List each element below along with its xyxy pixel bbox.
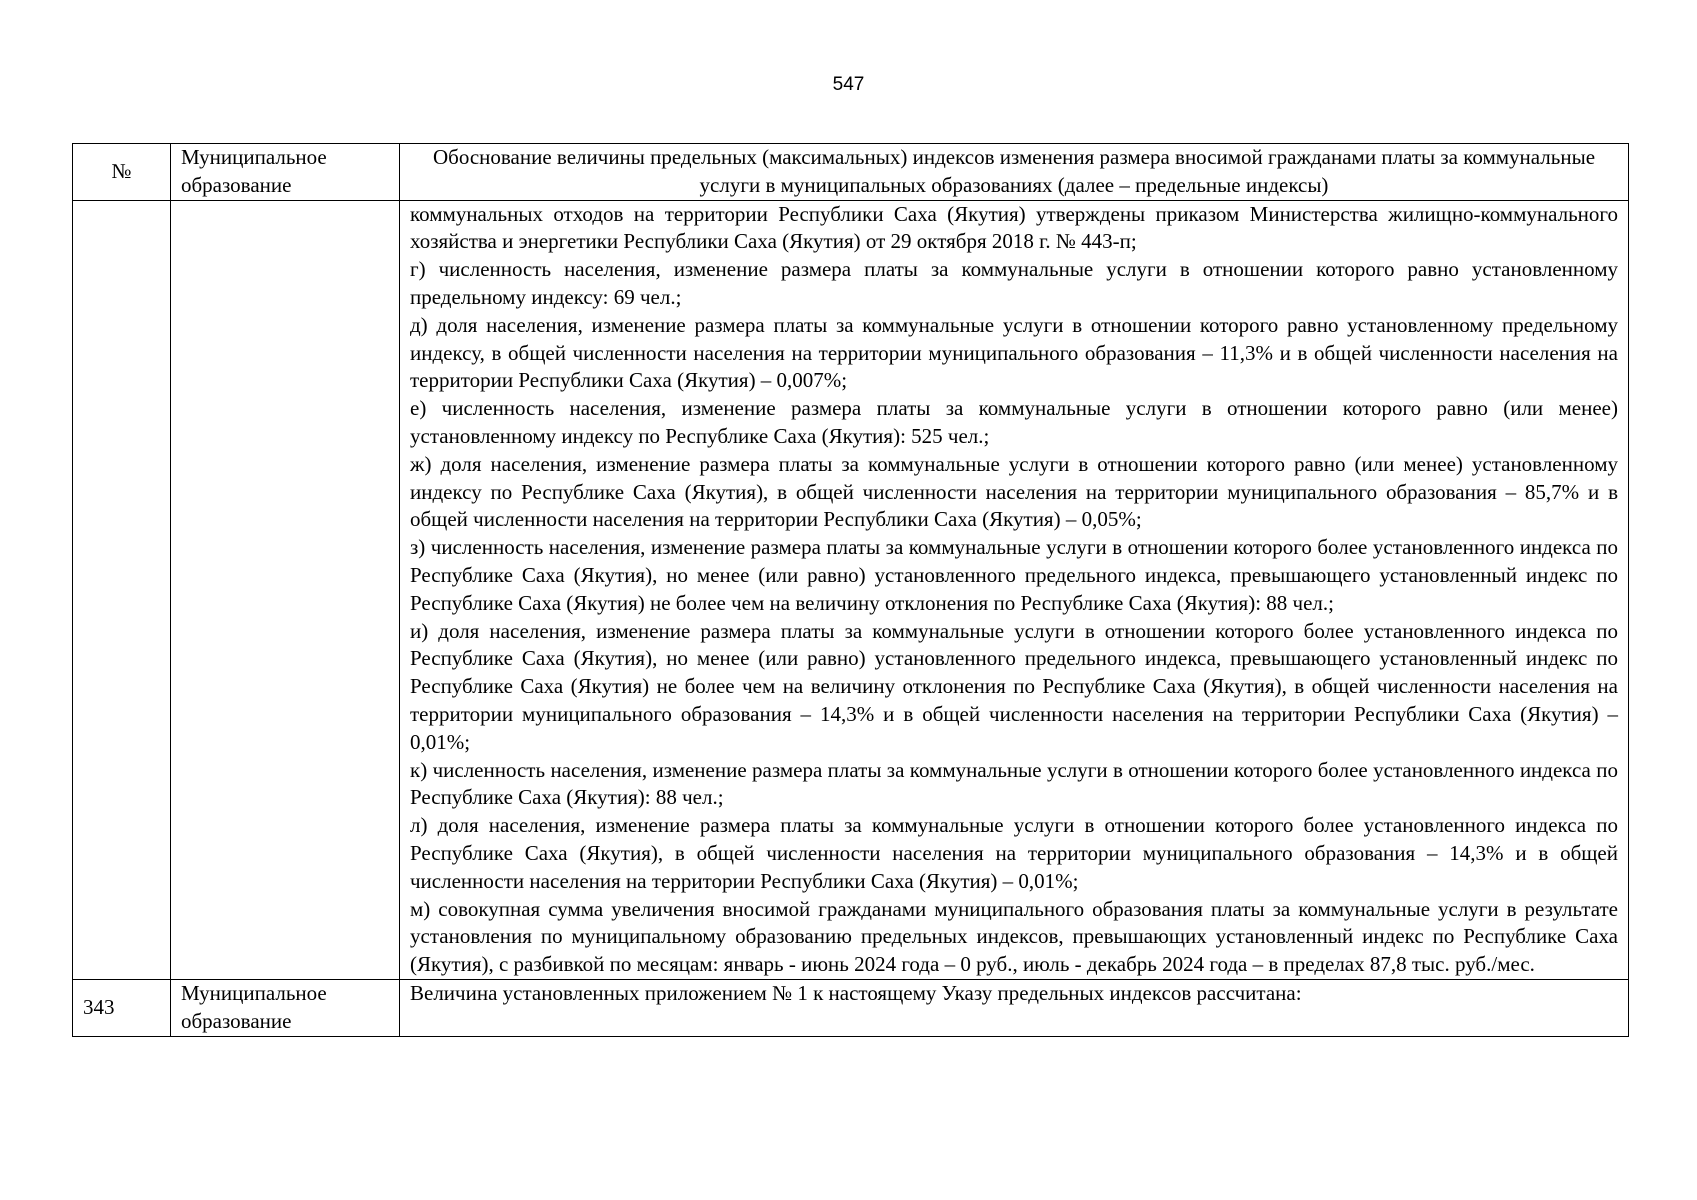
paragraph: л) доля населения, изменение размера платы за коммунальные услуги в отношении которого более установленного индекса по Республике Саха (Якутия), в общей численности населения на территории муниципального образования – 14,3% и в общей численности населения на территории Республики Саха (Якутия) – 0,01%; [410, 813, 1618, 893]
header-justification: Обоснование величины предельных (максимальных) индексов изменения размера вносимой гражданами платы за коммунальные услуги в муниципальных образованиях (далее – предельные индексы) [400, 144, 1629, 201]
indices-table [72, 143, 1629, 1037]
paragraph: и) доля населения, изменение размера платы за коммунальные услуги в отношении которого более установленного индекса по Республике Саха (Якутия), но менее (или равно) установленного предельного индекса, превышающего установленный индекс по Республике Саха (Якутия) не более чем на величину отклонения по Республике Саха (Якутия), в общей численности населения на территории муниципального образования – 14,3% и в общей численности населения на территории Республики Саха (Якутия) – 0,01%; [410, 618, 1618, 754]
header-municipality: Муниципальное образование [171, 144, 400, 201]
paragraph: коммунальных отходов на территории Республики Саха (Якутия) утверждены приказом Министерства жилищно-коммунального хозяйства и энергетики Республики Саха (Якутия) от 29 октября 2018 г. № 443-п; [410, 201, 1618, 254]
paragraph: е) численность населения, изменение размера платы за коммунальные услуги в отношении которого равно (или менее) установленному индексу по Республике Саха (Якутия): 525 чел.; [410, 396, 1618, 448]
row-municipality-cell [171, 200, 400, 979]
header-num: № [73, 144, 171, 201]
table-row [73, 979, 1629, 1036]
paragraph: г) численность населения, изменение размера платы за коммунальные услуги в отношении которого равно установленному предельному индексу: 69 чел.; [410, 257, 1618, 309]
page-number: 547 [832, 74, 865, 95]
row-num-cell [73, 200, 171, 979]
row-municipality-cell: Муниципальное образование [171, 979, 400, 1036]
paragraph: ж) доля населения, изменение размера платы за коммунальные услуги в отношении которого равно (или менее) установленному индексу по Республике Саха (Якутия), в общей численности населения на территории муниципального образования – 85,7% и в общей численности населения на территории Республики Саха (Якутия) – 0,05%; [410, 451, 1618, 532]
table-row [73, 200, 1629, 979]
table-header-row [73, 144, 1629, 201]
paragraph: м) совокупная сумма увеличения вносимой гражданами муниципального образования платы за коммунальные услуги в результате установления по муниципальному образованию предельных индексов, превышающих установленный индекс по Республике Саха (Якутия), с разбивкой по месяцам: январь - июнь 2024 года – 0 руб., июль - декабрь 2024 года – в пределах 87,8 тыс. руб./мес. [410, 896, 1618, 977]
row-justification-cell [400, 200, 1629, 979]
row-num-cell: 343 [73, 979, 171, 1036]
paragraph: з) численность населения, изменение размера платы за коммунальные услуги в отношении которого более установленного индекса по Республике Саха (Якутия), но менее (или равно) установленного предельного индекса, превышающего установленный индекс по Республике Саха (Якутия) не более чем на величину отклонения по Республике Саха (Якутия): 88 чел.; [410, 535, 1618, 615]
paragraph: Величина установленных приложением № 1 к настоящему Указу предельных индексов рассчитана: [410, 980, 1302, 1005]
paragraph: к) численность населения, изменение размера платы за коммунальные услуги в отношении которого более установленного индекса по Республике Саха (Якутия): 88 чел.; [410, 757, 1618, 810]
paragraph: д) доля населения, изменение размера платы за коммунальные услуги в отношении которого равно установленному предельному индексу, в общей численности населения на территории муниципального образования – 11,3% и в общей численности населения на территории Республики Саха (Якутия) – 0,007%; [410, 312, 1618, 393]
row-justification-cell [400, 979, 1629, 1036]
